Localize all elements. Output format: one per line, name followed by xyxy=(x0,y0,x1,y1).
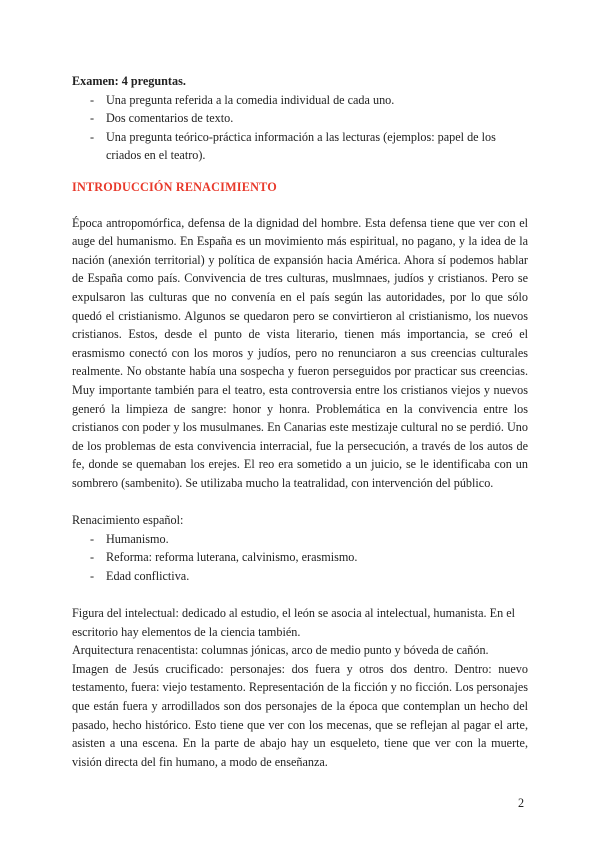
renacimiento-item: - Edad conflictiva. xyxy=(72,567,528,586)
exam-item: - Una pregunta teórico-práctica información a las lecturas (ejemplos: papel de los criados en el teatro). xyxy=(72,128,528,165)
page-number: 2 xyxy=(518,796,525,810)
exam-list xyxy=(72,91,528,165)
figura-paragraph: Figura del intelectual: dedicado al estudio, el león se asocia al intelectual, humanista. En el escritorio hay elementos de la ciencia también. xyxy=(72,606,515,639)
renacimiento-item: - Humanismo. xyxy=(72,530,528,549)
renacimiento-item: - Reforma: reforma luterana, calvinismo, erasmismo. xyxy=(72,548,528,567)
exam-item: - Una pregunta referida a la comedia individual de cada uno. xyxy=(72,91,528,110)
intro-paragraph: Época antropomórfica, defensa de la dignidad del hombre. Esta defensa tiene que ver con el auge del humanismo. En España es un movimiento más espiritual, no pagano, y la idea de la nación (anexión territorial) y política de expansión hacia América. Ahora sí podemos hablar de España como país. Convivencia de tres culturas, muslmnaes, judíos y cristianos. Pero se expulsaron las culturas que no convenía en el país según las autoridades, por lo que sólo quedó el cristianismo. Algunos se quedaron pero se convirtieron al cristianismo, los nuevos cristianos. Estos, desde el punto de vista literario, tienen más importancia, se creó el erasmismo conectó con los moros y judíos, pero no renunciaron a sus creencias culturales realmente. No obstante había una sospecha y fueron perseguidos por practicar sus creencias. Muy importante también para el teatro, esta controversia entre los cristianos viejos y nuevos generó la limpieza de sangre: honor y honra. Problemática en la convivencia entre los cristianos con poder y los musulmanes. En Canarias este mestizaje cultural no se perdió. Uno de los problemas de esta convivencia interracial, fue la persecución, a través de los autos de fe, donde se quemaban los erejes. El reo era sometido a un juicio, se le identificaba con un sombrero (sambenito). Se utilizaba mucho la teatralidad, con intervención del público. xyxy=(72,215,528,490)
document-page xyxy=(72,72,528,771)
imagen-paragraph: Imagen de Jesús crucificado: personajes: dos fuera y otros dos dentro. Dentro: nuevo testamento, fuera: viejo testamento. Representación de la ficción y no ficción. Los personajes que están fuera y arrodillados son dos personajes de la época que contemplan un hecho del pasado, hecho histórico. Esto tiene que ver con los mecenas, que se reflejan al pagar el arte, asisten a una escena. En la parte de abajo hay un esqueleto, tiene que ver con la muerte, visión directa del fin humano, a modo de enseñanza. xyxy=(72,661,528,769)
renacimiento-label: Renacimiento español: xyxy=(72,513,184,528)
arquitectura-line: Arquitectura renacentista: columnas jónicas, arco de medio punto y bóveda de cañón. xyxy=(72,643,489,658)
section-heading: INTRODUCCIÓN RENACIMIENTO xyxy=(72,179,277,194)
renacimiento-list xyxy=(72,530,528,586)
exam-item: - Dos comentarios de texto. xyxy=(72,109,528,128)
exam-title: Examen: 4 preguntas. xyxy=(72,74,186,88)
